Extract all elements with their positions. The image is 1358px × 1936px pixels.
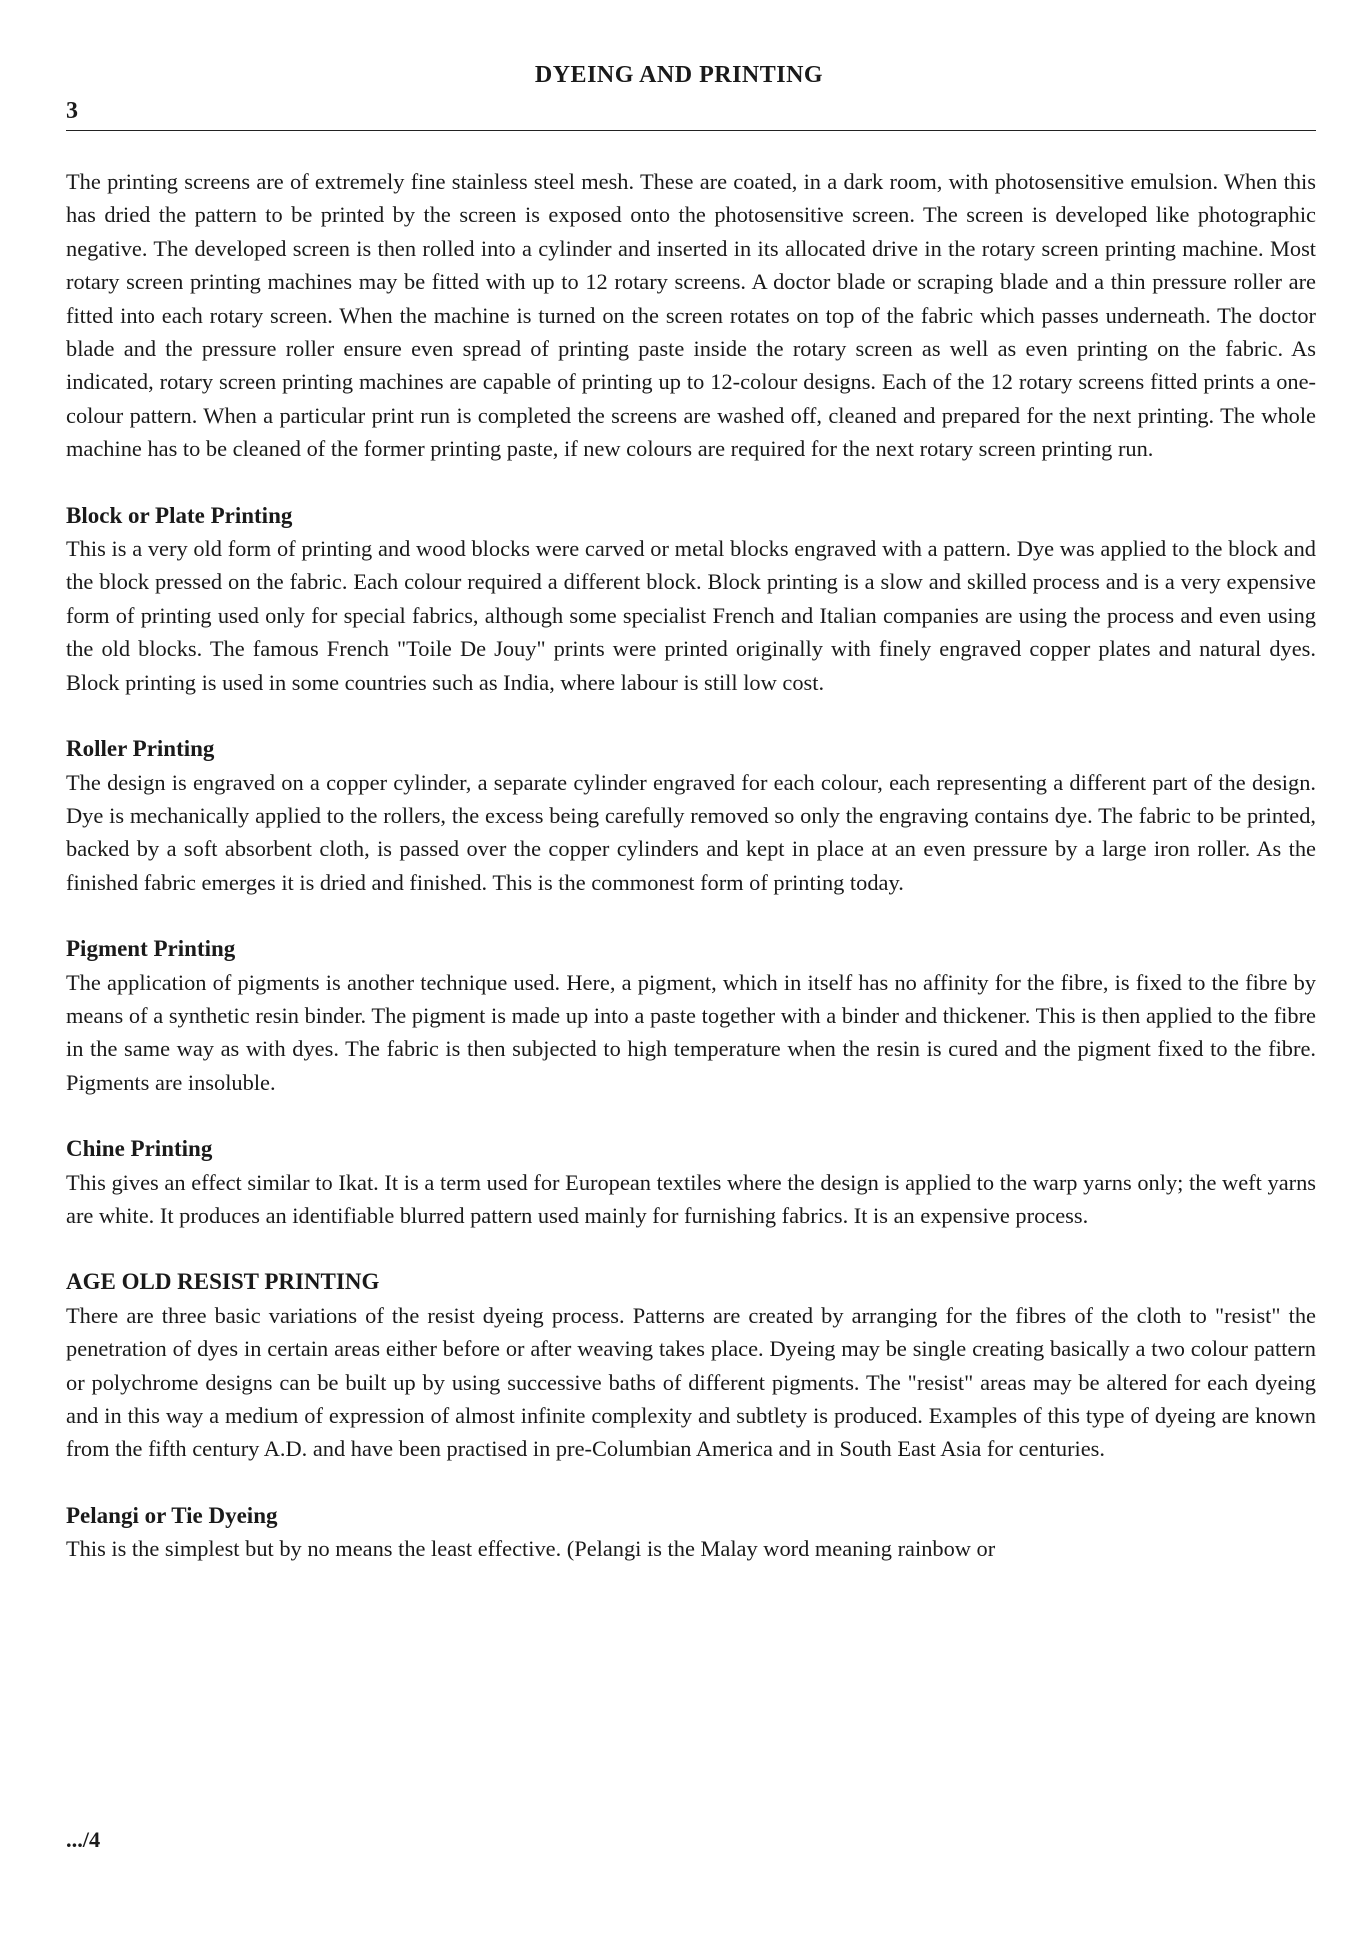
intro-paragraph: The printing screens are of extremely fine stainless steel mesh. These are coated, in a dark room, with photosensitive emulsion. When this has dried the pattern to be printed by the screen is exposed onto the photosensitive screen. The screen is developed like photographic negative. The developed screen is then rolled into a cylinder and inserted in its allocated drive in the rotary screen printing machine. Most rotary screen printing machines may be fitted with up to 12 rotary screens. A doctor blade or scraping blade and a thin pressure roller are fitted into each rotary screen. When the machine is turned on the screen rotates on top of the fabric which passes underneath. The doctor blade and the pressure roller ensure even spread of printing paste inside the rotary screen as well as even printing on the fabric. As indicated, rotary screen printing machines are capable of printing up to 12-colour designs. Each of the 12 rotary screens fitted prints a one-colour pattern. When a particular print run is completed the screens are washed off, cleaned and prepared for the next printing. The whole machine has to be cleaned of the former printing paste, if new colours are required for the next rotary screen printing run. [66, 169, 1316, 462]
running-header: DYEING AND PRINTING [534, 62, 824, 88]
section-heading: Roller Printing [66, 736, 215, 762]
section-resist-printing [66, 1265, 1316, 1465]
section-heading: Chine Printing [66, 1136, 213, 1162]
header-rule [66, 130, 1316, 131]
section-body: This is the simplest but by no means the least effective. (Pelangi is the Malay word meaning rainbow or [66, 1536, 996, 1562]
section-pigment-printing [66, 932, 1316, 1099]
section-body: The application of pigments is another technique used. Here, a pigment, which in itself has no affinity for the fibre, is fixed to the fibre by means of a synthetic resin binder. The pigment is made up into a paste together with a binder and thickener. This is then applied to the fibre in the same way as with dyes. The fabric is then subjected to high temperature when the resin is cured and the pigment fixed to the fibre. Pigments are insoluble. [66, 969, 1316, 1095]
section-body: This is a very old form of printing and wood blocks were carved or metal blocks engraved with a pattern. Dye was applied to the block and the block pressed on the fabric. Each colour required a different block. Block printing is a slow and skilled process and is a very expensive form of printing used only for special fabrics, although some specialist French and Italian companies are using the process and even using the old blocks. The famous French "Toile De Jouy" prints were printed originally with finely engraved copper plates and natural dyes. Block printing is used in some countries such as India, where labour is still low cost. [66, 536, 1316, 695]
section-block-printing [66, 499, 1316, 699]
continued-marker: .../4 [66, 1827, 101, 1852]
page-number: 3 [66, 98, 78, 124]
section-chine-printing [66, 1132, 1316, 1232]
section-roller-printing [66, 732, 1316, 899]
section-heading: AGE OLD RESIST PRINTING [66, 1269, 380, 1295]
section-heading: Pigment Printing [66, 936, 236, 962]
section-tie-dyeing [66, 1499, 1316, 1566]
section-body: There are three basic variations of the resist dyeing process. Patterns are created by arranging for the fibres of the cloth to "resist" the penetration of dyes in certain areas either before or after weaving takes place. Dyeing may be single creating basically a two colour pattern or polychrome designs can be built up by using successive baths of different pigments. The "resist" areas may be altered for each dyeing and in this way a medium of expression of almost infinite complexity and subtlety is produced. Examples of this type of dyeing are known from the fifth century A.D. and have been practised in pre-Columbian America and in South East Asia for centuries. [66, 1302, 1316, 1462]
section-heading: Block or Plate Printing [66, 502, 293, 528]
section-body: This gives an effect similar to Ikat. It is a term used for European textiles where the design is applied to the warp yarns only; the weft yarns are white. It produces an identifiable blurred pattern used mainly for furnishing fabrics. It is an expensive process. [66, 1169, 1316, 1228]
page-content [66, 165, 1316, 1566]
section-heading: Pelangi or Tie Dyeing [66, 1502, 278, 1528]
section-body: The design is engraved on a copper cylinder, a separate cylinder engraved for each colour, each representing a different part of the design. Dye is mechanically applied to the rollers, the excess being carefully removed so only the engraving contains dye. The fabric to be printed, backed by a soft absorbent cloth, is passed over the copper cylinders and kept in place at an even pressure by a large iron roller. As the finished fabric emerges it is dried and finished. This is the commonest form of printing today. [66, 769, 1316, 895]
